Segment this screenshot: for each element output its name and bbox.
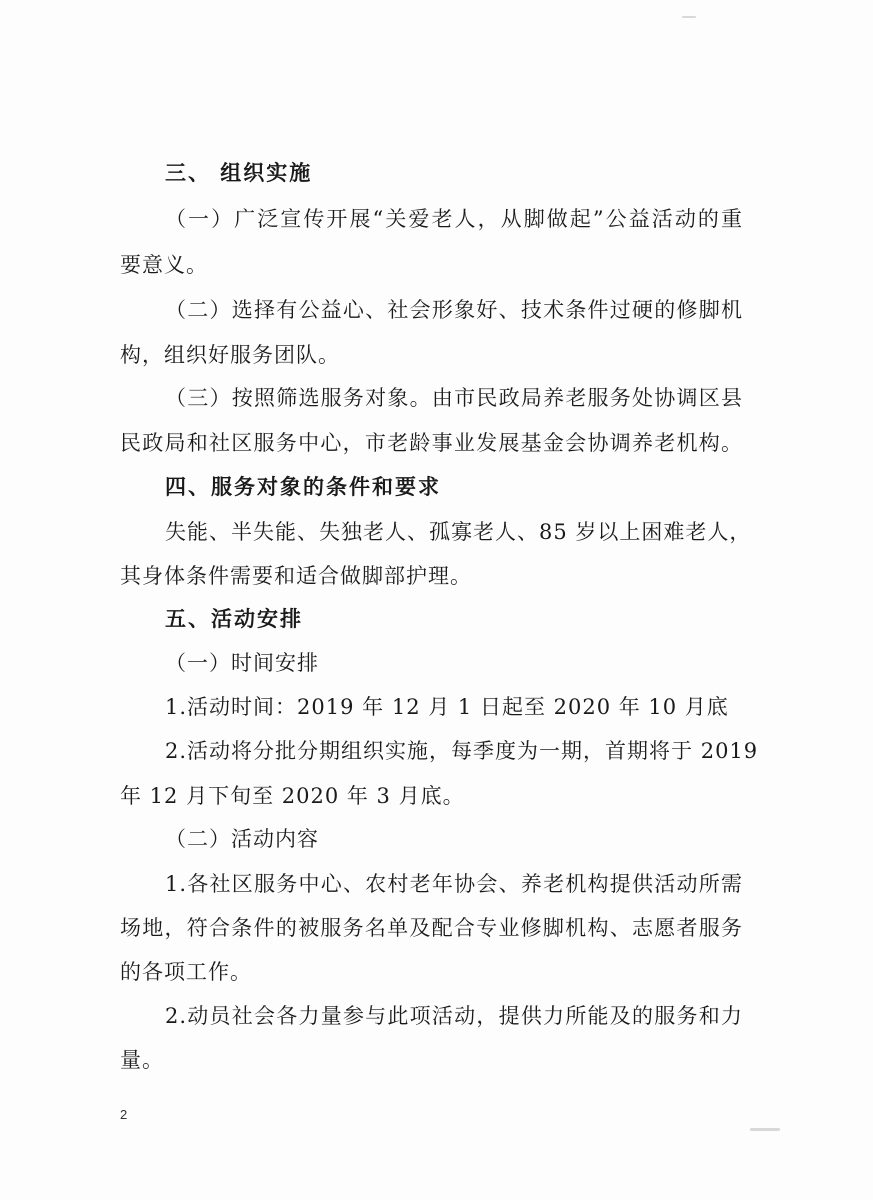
paragraph-line: 年 12 月下旬至 2020 年 3 月底。 (120, 784, 465, 808)
subsection-title: （一）时间安排 (165, 651, 319, 675)
paragraph-line: 2.活动将分批分期组织实施，每季度为一期，首期将于 2019 (165, 739, 759, 763)
subsection-title: （二）活动内容 (165, 827, 319, 851)
page-number: 2 (120, 1107, 128, 1122)
paragraph-line: 其身体条件需要和适合做脚部护理。 (120, 564, 472, 588)
paragraph-line: 的各项工作。 (120, 960, 252, 984)
paragraph-line: 2.动员社会各力量参与此项活动，提供力所能及的服务和力 (165, 1004, 743, 1028)
scan-mark (682, 16, 696, 18)
paragraph-line: （二）选择有公益心、社会形象好、技术条件过硬的修脚机 (165, 298, 743, 322)
paragraph-line: 要意义。 (120, 253, 208, 277)
paragraph-line: 1.活动时间：2019 年 12 月 1 日起至 2020 年 10 月底 (165, 695, 729, 719)
paragraph-line: 失能、半失能、失独老人、孤寡老人、85 岁以上困难老人， (165, 520, 752, 544)
paragraph-line: 1.各社区服务中心、农村老年协会、养老机构提供活动所需 (165, 872, 743, 896)
paragraph-line: （三）按照筛选服务对象。由市民政局养老服务处协调区县 (165, 386, 743, 410)
section-heading-3: 三、 组织实施 (165, 161, 313, 185)
section-heading-4: 四、服务对象的条件和要求 (165, 475, 441, 499)
paragraph-line: 量。 (120, 1048, 164, 1072)
paragraph-line: （一）广泛宣传开展“关爱老人，从脚做起”公益活动的重 (165, 207, 743, 231)
section-heading-5: 五、活动安排 (165, 607, 303, 631)
paragraph-line: 构，组织好服务团队。 (120, 343, 340, 367)
scan-mark (750, 1128, 780, 1131)
paragraph-line: 民政局和社区服务中心，市老龄事业发展基金会协调养老机构。 (120, 431, 743, 455)
paragraph-line: 场地，符合条件的被服务名单及配合专业修脚机构、志愿者服务 (120, 916, 743, 940)
